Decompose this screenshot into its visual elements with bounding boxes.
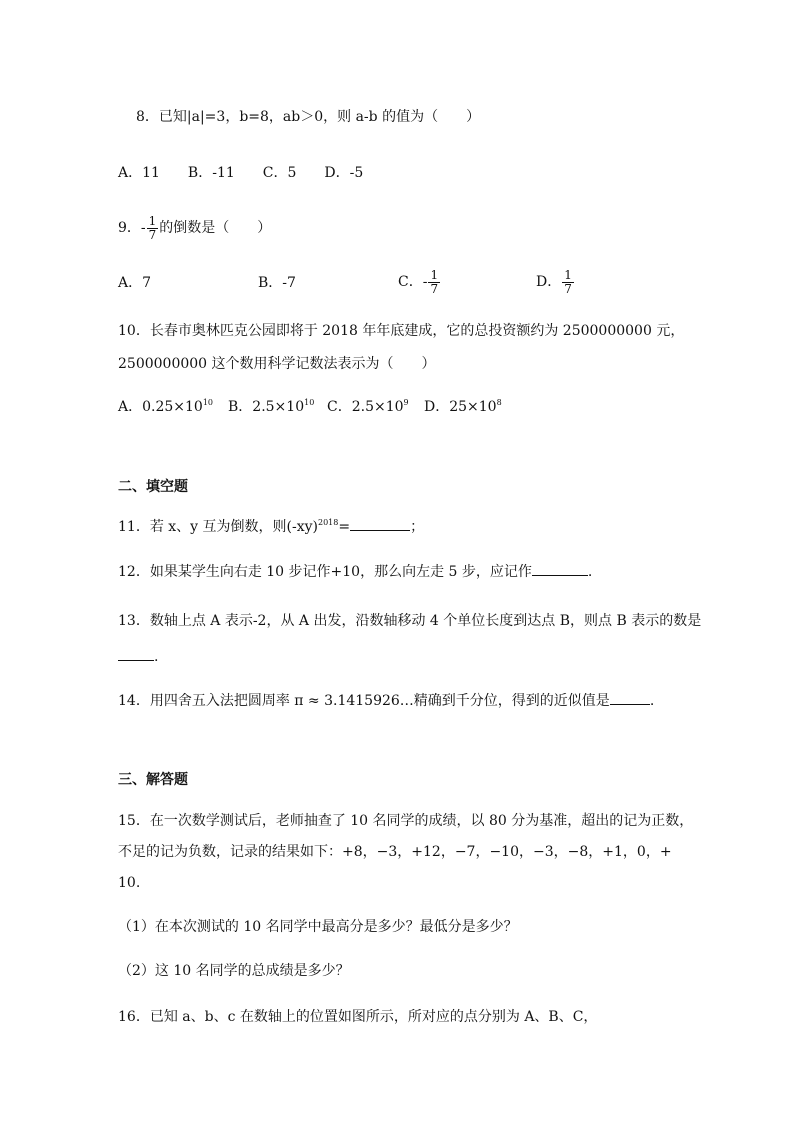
q9-option-d-den: 7 bbox=[564, 281, 572, 296]
q9-fraction bbox=[147, 215, 159, 242]
q11-answer-blank[interactable] bbox=[350, 518, 410, 531]
q12-end: . bbox=[587, 564, 593, 580]
section-answer-title: 三、解答题 bbox=[118, 772, 188, 788]
q10-line1: 10．长春市奥林匹克公园即将于 2018 年年底建成，它的总投资额约为 2500000000 元， bbox=[118, 323, 685, 339]
q15-line3: 10. bbox=[118, 875, 141, 891]
q10-option-b-text: B．2.5×10 bbox=[228, 399, 305, 415]
q11 bbox=[118, 518, 424, 536]
q12-answer-blank[interactable] bbox=[532, 563, 588, 576]
q14-end: . bbox=[649, 693, 655, 709]
q9-prefix: 9．- bbox=[118, 220, 146, 236]
q14 bbox=[118, 692, 654, 710]
q10-line2: 2500000000 这个数用科学记数法表示为（ ） bbox=[118, 356, 436, 372]
q9-option-c-num: 1 bbox=[430, 267, 439, 282]
q15-line2: 不足的记为负数，记录的结果如下：+8，−3，+12，−7，−10，−3，−8，+1，0，+ bbox=[118, 844, 672, 860]
q14-answer-blank[interactable] bbox=[610, 692, 650, 705]
q9-frac-den: 7 bbox=[148, 227, 157, 242]
q8-stem: 8．已知|a|=3，b=8，ab＞0，则 a-b 的值为（ ） bbox=[136, 109, 481, 125]
q12-text: 12．如果某学生向右走 10 步记作+10，那么向左走 5 步，应记作 bbox=[118, 564, 532, 580]
q9-option-d bbox=[536, 264, 575, 300]
q10-option-b-exp: 10 bbox=[304, 398, 315, 407]
q16: 16．已知 a、b、c 在数轴上的位置如图所示，所对应的点分别为 A、B、C， bbox=[118, 1009, 598, 1025]
q9-option-b: B．-7 bbox=[258, 275, 296, 291]
q10-option-c bbox=[327, 398, 409, 416]
q9-option-d-prefix: D． bbox=[536, 274, 562, 290]
q10-option-d-exp: 8 bbox=[496, 398, 502, 407]
q13-line1: 13．数轴上点 A 表示-2，从 A 出发，沿数轴移动 4 个单位长度到达点 B，则点 B 表示的数是 bbox=[118, 613, 702, 629]
q9-option-c-den: 7 bbox=[430, 281, 439, 296]
q10-option-d-text: D．25×10 bbox=[424, 399, 497, 415]
q9-option-a: A．7 bbox=[118, 275, 152, 291]
section-fill-in-title: 二、填空题 bbox=[118, 479, 188, 495]
q12 bbox=[118, 563, 592, 581]
q13-line2 bbox=[118, 648, 158, 666]
q10-option-a-exp: 10 bbox=[202, 398, 214, 407]
q10-option-b bbox=[228, 398, 314, 416]
q9-option-d-fraction bbox=[562, 269, 574, 296]
q10-option-a-text: A．0.25×10 bbox=[118, 399, 203, 415]
q15-sub2: （2）这 10 名同学的总成绩是多少？ bbox=[118, 963, 350, 979]
q9-option-d-num: 1 bbox=[564, 267, 572, 282]
q11-exp: 2018 bbox=[317, 518, 339, 527]
q9-frac-num: 1 bbox=[148, 213, 157, 228]
q10-option-d bbox=[424, 398, 502, 416]
q8-options: A．11 B．-11 C．5 D．-5 bbox=[118, 165, 364, 181]
q11-eq: = bbox=[338, 519, 351, 535]
q11-end: ； bbox=[410, 519, 425, 535]
q9-option-c-prefix: C．- bbox=[398, 274, 428, 290]
q14-text: 14．用四舍五入法把圆周率 π ≈ 3.1415926…精确到千分位，得到的近似值是 bbox=[118, 693, 610, 709]
q10-option-a bbox=[118, 398, 213, 416]
q9-stem bbox=[118, 210, 271, 246]
q10-option-c-exp: 9 bbox=[403, 398, 409, 407]
q9-option-c bbox=[398, 264, 441, 300]
q9-option-c-fraction bbox=[428, 269, 440, 296]
q9-suffix: 的倒数是（ ） bbox=[159, 220, 272, 236]
q15-sub1: （1）在本次测试的 10 名同学中最高分是多少？最低分是多少？ bbox=[118, 919, 518, 935]
q13-end: . bbox=[154, 649, 159, 665]
q15-line1: 15．在一次数学测试后，老师抽查了 10 名同学的成绩，以 80 分为基准，超出的记为正数， bbox=[118, 813, 694, 829]
q10-option-c-text: C．2.5×10 bbox=[327, 399, 404, 415]
q11-text: 11．若 x、y 互为倒数，则(-xy) bbox=[118, 519, 318, 535]
q13-answer-blank[interactable] bbox=[118, 648, 154, 661]
